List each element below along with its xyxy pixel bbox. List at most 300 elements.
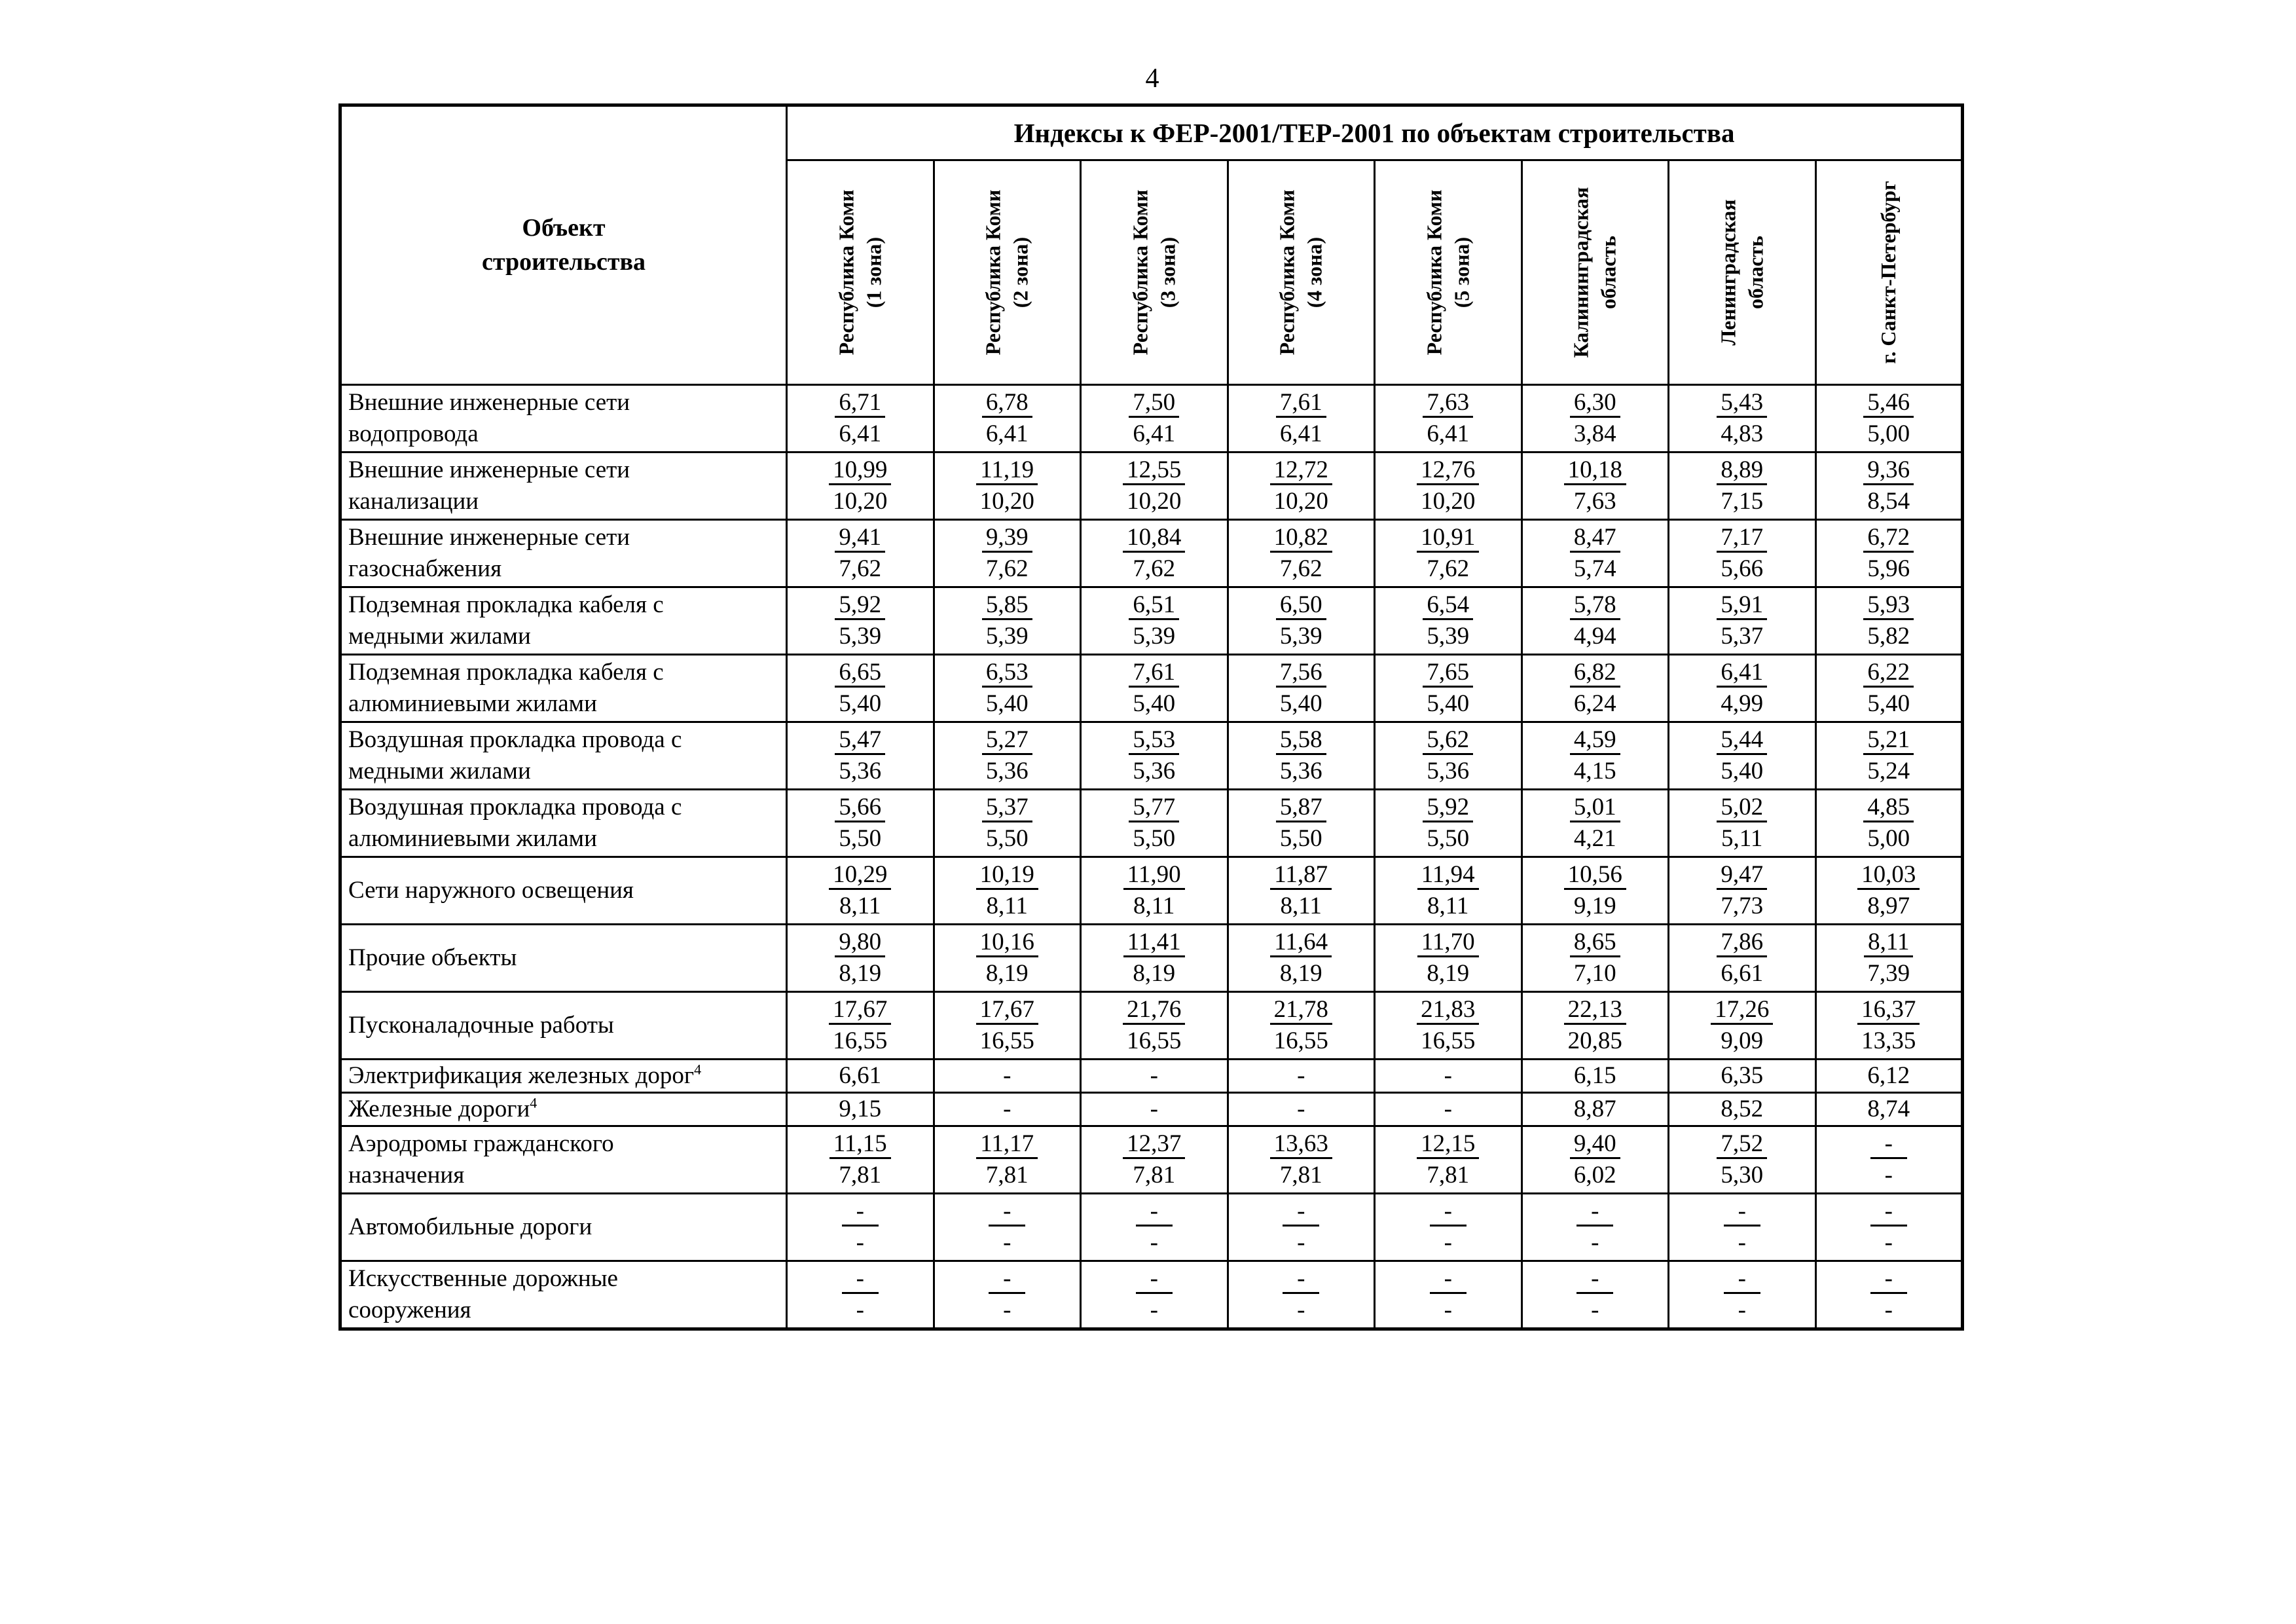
index-bottom-value: 7,81 xyxy=(1427,1162,1470,1189)
index-cell xyxy=(1375,1060,1522,1093)
object-name xyxy=(340,587,787,655)
index-top-line xyxy=(935,927,1080,958)
index-cell xyxy=(1228,655,1375,722)
index-value: - xyxy=(1150,1062,1158,1089)
index-top-line xyxy=(1817,387,1961,418)
index-cell xyxy=(1228,1194,1375,1261)
object-name xyxy=(340,385,787,452)
index-cell xyxy=(787,1093,934,1126)
index-bottom-value: 7,73 xyxy=(1721,893,1764,919)
index-cell xyxy=(787,520,934,587)
index-top-line xyxy=(788,1128,933,1160)
index-top-line xyxy=(1817,589,1961,621)
index-cell xyxy=(1522,520,1669,587)
index-top-line xyxy=(1082,927,1227,958)
index-top-value: 9,41 xyxy=(835,524,885,553)
index-top-line xyxy=(1376,792,1521,823)
index-top-line xyxy=(1229,1263,1374,1295)
index-top-line xyxy=(1082,1263,1227,1295)
region-line-2: (4 зона) xyxy=(1302,236,1326,308)
region-line-1: Ленинградская xyxy=(1716,199,1740,346)
index-bottom-value: 4,21 xyxy=(1573,825,1616,852)
index-cell xyxy=(787,1126,934,1194)
index-bottom-value: 8,19 xyxy=(1279,960,1322,987)
index-bottom-value: 7,63 xyxy=(1573,488,1616,515)
index-top-value: 21,78 xyxy=(1270,996,1332,1025)
index-cell xyxy=(1228,790,1375,857)
index-cell xyxy=(1522,385,1669,452)
index-top-line xyxy=(1082,792,1227,823)
object-name-text: Подземная прокладка кабеля с xyxy=(348,659,664,686)
index-top-line xyxy=(1082,994,1227,1025)
object-name-line xyxy=(348,387,779,418)
index-top-line xyxy=(1669,724,1815,756)
index-value: 6,61 xyxy=(839,1062,882,1089)
index-cell xyxy=(1522,1126,1669,1194)
object-name-line xyxy=(348,688,779,720)
index-bottom-value: 5,40 xyxy=(985,690,1029,717)
index-cell xyxy=(934,722,1081,790)
index-top-value: 7,86 xyxy=(1717,929,1767,957)
index-top-line xyxy=(1669,589,1815,621)
index-top-value: 12,76 xyxy=(1417,456,1479,485)
object-name-text: Искусственные дорожные xyxy=(348,1265,618,1292)
index-value: - xyxy=(1003,1096,1011,1122)
object-name xyxy=(340,1060,787,1093)
index-bottom-value: 13,35 xyxy=(1861,1027,1916,1054)
index-bottom-value: 5,40 xyxy=(1427,690,1470,717)
index-top-line xyxy=(788,994,933,1025)
region-line-2: (2 зона) xyxy=(1008,236,1032,308)
object-column-header xyxy=(340,105,787,385)
index-cell xyxy=(1815,587,1963,655)
index-top-value: 11,15 xyxy=(829,1130,891,1159)
index-top-line xyxy=(1376,1128,1521,1160)
index-cell xyxy=(1522,1060,1669,1093)
region-label xyxy=(1568,187,1622,358)
index-cell xyxy=(1815,655,1963,722)
index-top-line xyxy=(935,859,1080,891)
object-name-line xyxy=(348,418,779,450)
index-cell xyxy=(1375,587,1522,655)
index-bottom-value: 5,50 xyxy=(1133,825,1176,852)
index-top-value: 6,78 xyxy=(982,389,1032,418)
object-name-text: газоснабжения xyxy=(348,555,502,582)
index-top-value: 5,92 xyxy=(1423,794,1473,822)
index-cell xyxy=(1669,992,1816,1060)
index-bottom-value: 8,11 xyxy=(1427,893,1469,919)
index-top-value: 8,47 xyxy=(1570,524,1620,553)
index-top-value: 12,72 xyxy=(1270,456,1332,485)
index-top-line xyxy=(1229,522,1374,553)
object-name xyxy=(340,790,787,857)
index-top-value: 5,53 xyxy=(1129,726,1179,755)
index-bottom-value: 5,96 xyxy=(1867,555,1910,582)
index-cell xyxy=(1522,925,1669,992)
index-cell xyxy=(787,790,934,857)
index-bottom-value: 5,11 xyxy=(1721,825,1763,852)
index-top-value: 10,19 xyxy=(976,861,1038,890)
table-row xyxy=(340,385,1963,452)
region-label xyxy=(1127,190,1181,356)
index-bottom-value: 10,20 xyxy=(979,488,1034,515)
index-top-value: 9,47 xyxy=(1717,861,1767,890)
index-top-value: 8,89 xyxy=(1717,456,1767,485)
index-cell xyxy=(1815,1261,1963,1329)
index-bottom-value: 5,39 xyxy=(985,623,1029,650)
footnote-marker: 4 xyxy=(530,1094,538,1111)
object-name xyxy=(340,452,787,520)
region-line-2: (5 зона) xyxy=(1449,236,1473,308)
index-cell xyxy=(1522,1093,1669,1126)
index-top-value: - xyxy=(1870,1265,1907,1294)
index-bottom-value: 10,20 xyxy=(833,488,888,515)
index-top-value: - xyxy=(1576,1198,1613,1227)
index-bottom-value: 8,11 xyxy=(1133,893,1175,919)
object-name-text: Внешние инженерные сети xyxy=(348,524,630,551)
index-top-line xyxy=(788,724,933,756)
object-name-text: Пусконаладочные работы xyxy=(348,1012,614,1039)
index-top-value: 17,67 xyxy=(976,996,1038,1025)
index-value: - xyxy=(1444,1062,1452,1089)
index-top-value: 10,91 xyxy=(1417,524,1479,553)
index-cell xyxy=(787,1261,934,1329)
index-cell xyxy=(934,1093,1081,1126)
index-cell xyxy=(787,857,934,925)
index-top-value: 7,63 xyxy=(1423,389,1473,418)
index-cell xyxy=(1669,1093,1816,1126)
index-top-value: 13,63 xyxy=(1270,1130,1332,1159)
region-header-4 xyxy=(1228,160,1375,385)
object-name-line xyxy=(348,1128,779,1160)
index-top-line xyxy=(1082,1128,1227,1160)
index-cell xyxy=(1228,385,1375,452)
index-cell xyxy=(1081,1194,1228,1261)
index-top-value: 6,51 xyxy=(1129,591,1179,620)
index-cell xyxy=(1228,520,1375,587)
object-name-line xyxy=(348,1211,779,1243)
index-value: - xyxy=(1150,1096,1158,1122)
index-top-line xyxy=(1523,927,1668,958)
table-row xyxy=(340,1093,1963,1126)
index-bottom-value: 5,50 xyxy=(1279,825,1322,852)
index-top-line xyxy=(1669,927,1815,958)
index-bottom-value: 9,19 xyxy=(1573,893,1616,919)
index-top-value: 6,30 xyxy=(1570,389,1620,418)
object-name-text: Прочие объекты xyxy=(348,944,517,971)
index-top-value: - xyxy=(1576,1265,1613,1294)
index-bottom-value: 5,39 xyxy=(839,623,882,650)
index-top-line xyxy=(788,859,933,891)
index-top-line xyxy=(1523,1263,1668,1295)
region-line-2: область xyxy=(1596,236,1620,309)
index-cell xyxy=(1815,857,1963,925)
index-cell xyxy=(787,992,934,1060)
index-top-line xyxy=(1229,994,1374,1025)
index-top-line xyxy=(1376,994,1521,1025)
index-top-value: 10,29 xyxy=(829,861,891,890)
index-cell xyxy=(1228,1093,1375,1126)
index-top-line xyxy=(1376,927,1521,958)
index-top-line xyxy=(1817,859,1961,891)
index-top-value: - xyxy=(1136,1198,1173,1227)
table-row xyxy=(340,992,1963,1060)
index-top-line xyxy=(1669,522,1815,553)
index-bottom-value: - xyxy=(1003,1297,1011,1323)
index-bottom-value: 5,00 xyxy=(1867,825,1910,852)
index-cell xyxy=(1375,925,1522,992)
object-name-text: алюминиевыми жилами xyxy=(348,690,597,717)
object-name xyxy=(340,925,787,992)
index-cell xyxy=(1228,925,1375,992)
index-bottom-value: 7,10 xyxy=(1573,960,1616,987)
index-bottom-value: 5,82 xyxy=(1867,623,1910,650)
index-top-value: 21,76 xyxy=(1123,996,1185,1025)
index-bottom-value: 5,36 xyxy=(985,758,1029,784)
index-top-value: 10,84 xyxy=(1123,524,1185,553)
index-top-line xyxy=(935,522,1080,553)
index-top-line xyxy=(1082,724,1227,756)
index-bottom-value: 8,19 xyxy=(1427,960,1470,987)
index-top-line xyxy=(935,1128,1080,1160)
index-cell xyxy=(1815,992,1963,1060)
object-name-line xyxy=(348,1094,779,1125)
index-cell xyxy=(1081,452,1228,520)
index-top-line xyxy=(1376,589,1521,621)
index-cell xyxy=(934,790,1081,857)
index-bottom-value: - xyxy=(1150,1229,1158,1256)
index-bottom-value: 5,50 xyxy=(1427,825,1470,852)
index-cell xyxy=(1375,655,1522,722)
index-top-value: 4,85 xyxy=(1863,794,1914,822)
object-name-line xyxy=(348,553,779,585)
index-top-value: - xyxy=(842,1198,879,1227)
index-top-value: 5,66 xyxy=(835,794,885,822)
index-bottom-value: 8,11 xyxy=(1280,893,1322,919)
index-top-value: 5,43 xyxy=(1717,389,1767,418)
index-cell xyxy=(1522,655,1669,722)
index-bottom-value: - xyxy=(1591,1297,1599,1323)
region-line-1: Калининградская xyxy=(1569,187,1593,358)
index-cell xyxy=(787,1194,934,1261)
index-cell xyxy=(1228,1060,1375,1093)
index-bottom-value: 16,55 xyxy=(833,1027,888,1054)
table-row xyxy=(340,1194,1963,1261)
index-cell xyxy=(1228,452,1375,520)
index-bottom-value: 6,24 xyxy=(1573,690,1616,717)
index-top-value: 5,77 xyxy=(1129,794,1179,822)
table-row xyxy=(340,1126,1963,1194)
table-row xyxy=(340,857,1963,925)
object-name xyxy=(340,655,787,722)
index-bottom-value: 4,99 xyxy=(1721,690,1764,717)
index-top-value: 5,27 xyxy=(982,726,1032,755)
index-top-line xyxy=(788,387,933,418)
index-top-line xyxy=(1523,657,1668,688)
index-cell xyxy=(934,1261,1081,1329)
index-top-line xyxy=(1523,589,1668,621)
index-top-line xyxy=(1523,1196,1668,1227)
index-cell xyxy=(1081,1261,1228,1329)
index-top-value: 4,59 xyxy=(1570,726,1620,755)
page-number: 4 xyxy=(1145,64,1159,94)
index-top-line xyxy=(1229,1196,1374,1227)
index-top-line xyxy=(1082,1196,1227,1227)
index-top-line xyxy=(1669,454,1815,486)
index-bottom-value: 5,40 xyxy=(1721,758,1764,784)
index-cell xyxy=(1081,857,1228,925)
index-bottom-value: 5,36 xyxy=(1133,758,1176,784)
index-cell xyxy=(1669,790,1816,857)
index-bottom-value: 5,39 xyxy=(1427,623,1470,650)
index-top-value: 5,02 xyxy=(1717,794,1767,822)
index-cell xyxy=(1815,722,1963,790)
object-name-line xyxy=(348,1295,779,1326)
object-name-line xyxy=(348,522,779,553)
index-bottom-value: 6,61 xyxy=(1721,960,1764,987)
index-top-line xyxy=(1523,1128,1668,1160)
region-header-2 xyxy=(934,160,1081,385)
region-header-3 xyxy=(1081,160,1228,385)
index-top-line xyxy=(935,1196,1080,1227)
index-value: - xyxy=(1297,1096,1305,1122)
index-cell xyxy=(1375,1126,1522,1194)
index-top-line xyxy=(1376,859,1521,891)
index-top-value: 7,61 xyxy=(1276,389,1326,418)
index-top-value: 17,67 xyxy=(829,996,891,1025)
index-top-line xyxy=(1817,1263,1961,1295)
index-top-line xyxy=(1669,792,1815,823)
index-cell xyxy=(787,1060,934,1093)
region-header-6 xyxy=(1522,160,1669,385)
table-row xyxy=(340,722,1963,790)
index-cell xyxy=(934,1060,1081,1093)
region-header-7 xyxy=(1669,160,1816,385)
index-top-line xyxy=(1229,657,1374,688)
index-bottom-value: - xyxy=(1738,1229,1746,1256)
index-top-value: 9,80 xyxy=(835,929,885,957)
region-line-2: область xyxy=(1743,236,1767,309)
object-name-text: Сети наружного освещения xyxy=(348,877,634,904)
index-top-line xyxy=(1376,1196,1521,1227)
index-cell xyxy=(1815,1093,1963,1126)
index-cell xyxy=(1375,385,1522,452)
index-cell xyxy=(1228,587,1375,655)
index-cell xyxy=(1815,1126,1963,1194)
object-name xyxy=(340,1126,787,1194)
index-top-line xyxy=(788,657,933,688)
index-bottom-value: 5,40 xyxy=(1133,690,1176,717)
index-top-value: 11,19 xyxy=(976,456,1038,485)
index-value: - xyxy=(1444,1096,1452,1122)
index-top-line xyxy=(788,454,933,486)
index-bottom-value: 6,41 xyxy=(1279,420,1322,447)
index-top-value: - xyxy=(1283,1198,1319,1227)
index-bottom-value: 8,11 xyxy=(986,893,1028,919)
index-top-line xyxy=(1229,792,1374,823)
index-top-value: 7,50 xyxy=(1129,389,1179,418)
index-top-value: 11,87 xyxy=(1270,861,1332,890)
index-cell xyxy=(787,385,934,452)
object-name-text: медными жилами xyxy=(348,758,531,784)
index-top-value: - xyxy=(1430,1265,1467,1294)
index-top-value: 8,11 xyxy=(1864,929,1913,957)
index-bottom-value: 7,62 xyxy=(1427,555,1470,582)
index-cell xyxy=(1375,452,1522,520)
index-top-value: - xyxy=(989,1265,1025,1294)
index-top-line xyxy=(788,927,933,958)
index-top-line xyxy=(1082,589,1227,621)
index-bottom-value: 5,36 xyxy=(1279,758,1322,784)
index-bottom-value: 6,41 xyxy=(985,420,1029,447)
index-bottom-value: - xyxy=(1738,1297,1746,1323)
index-top-value: 5,62 xyxy=(1423,726,1473,755)
index-top-line xyxy=(1817,1196,1961,1227)
index-top-line xyxy=(1523,859,1668,891)
index-top-value: 6,53 xyxy=(982,659,1032,688)
object-name-line xyxy=(348,875,779,906)
index-top-line xyxy=(1669,1263,1815,1295)
index-cell xyxy=(1081,385,1228,452)
index-bottom-value: 10,20 xyxy=(1421,488,1476,515)
index-top-value: 11,94 xyxy=(1417,861,1479,890)
region-label xyxy=(833,190,887,356)
region-line-2: (3 зона) xyxy=(1155,236,1179,308)
object-name-line xyxy=(348,1263,779,1295)
region-header-8 xyxy=(1815,160,1963,385)
index-top-line xyxy=(1817,454,1961,486)
index-bottom-value: 4,15 xyxy=(1573,758,1616,784)
index-top-value: 9,40 xyxy=(1570,1130,1620,1159)
index-bottom-value: 8,19 xyxy=(985,960,1029,987)
index-top-line xyxy=(1523,387,1668,418)
index-top-value: 6,71 xyxy=(835,389,885,418)
index-top-value: 7,61 xyxy=(1129,659,1179,688)
index-cell xyxy=(1375,520,1522,587)
index-cell xyxy=(1228,992,1375,1060)
index-top-value: 7,65 xyxy=(1423,659,1473,688)
index-cell xyxy=(1522,1194,1669,1261)
index-bottom-value: 7,62 xyxy=(1133,555,1176,582)
index-cell xyxy=(934,587,1081,655)
index-top-value: 12,55 xyxy=(1123,456,1185,485)
index-top-value: 10,99 xyxy=(829,456,891,485)
index-cell xyxy=(1669,1126,1816,1194)
index-top-line xyxy=(1669,387,1815,418)
index-value: 6,35 xyxy=(1721,1062,1764,1089)
object-name-line xyxy=(348,1160,779,1191)
index-top-value: 6,22 xyxy=(1863,659,1914,688)
object-name-line xyxy=(348,724,779,756)
index-bottom-value: 5,30 xyxy=(1721,1162,1764,1189)
index-top-value: 17,26 xyxy=(1711,996,1773,1025)
index-value: 6,15 xyxy=(1573,1062,1616,1089)
region-line-1: Республика Коми xyxy=(1128,189,1152,356)
index-bottom-value: 5,39 xyxy=(1133,623,1176,650)
index-bottom-value: 3,84 xyxy=(1573,420,1616,447)
index-bottom-value: 6,41 xyxy=(1427,420,1470,447)
index-top-line xyxy=(935,994,1080,1025)
index-cell xyxy=(1081,1093,1228,1126)
index-top-line xyxy=(1376,657,1521,688)
index-top-value: 10,82 xyxy=(1270,524,1332,553)
table-row xyxy=(340,452,1963,520)
index-top-value: 5,87 xyxy=(1276,794,1326,822)
object-name xyxy=(340,520,787,587)
index-top-value: 5,91 xyxy=(1717,591,1767,620)
object-name xyxy=(340,992,787,1060)
region-label xyxy=(980,190,1034,356)
